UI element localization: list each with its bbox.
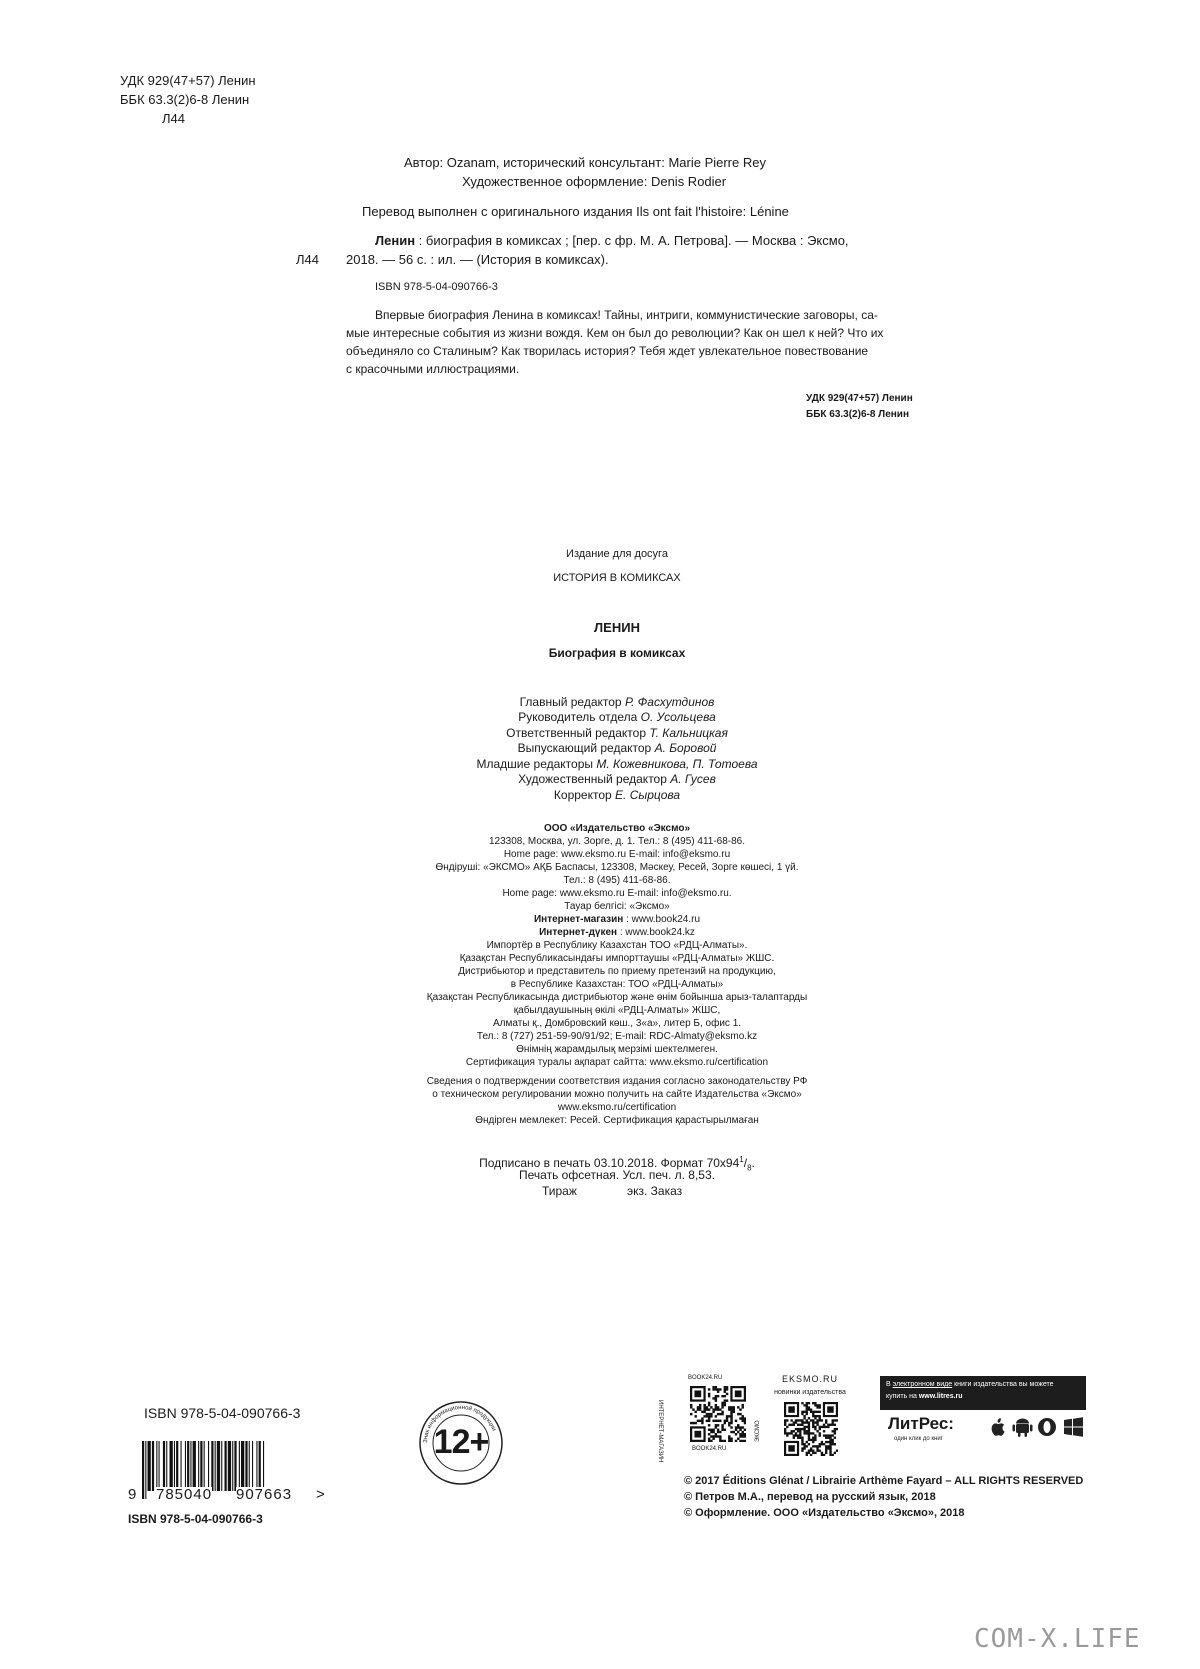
print-type: Печать офсетная. Усл. печ. л. 8,53. — [519, 1168, 715, 1182]
credit-responsible-editor — [506, 726, 728, 741]
imprint-line: Сертификация туралы ақпарат сайтта: www.eksmo.ru/certification — [465, 1057, 769, 1068]
imprint-line: Өндіруші: «ЭКСМО» АҚБ Баспасы, 123308, Мәскеу, Ресей, Зорге көшесі, 1 үй. — [435, 862, 799, 873]
credit-role: Выпускающий редактор — [517, 741, 655, 755]
credit-junior-editors — [477, 757, 758, 772]
imprint-line: Импортёр в Республику Казахстан ТОО «РДЦ-Алматы». — [486, 940, 748, 951]
art-line: Художественное оформление: Denis Rodier — [462, 174, 727, 189]
credit-role: Корректор — [553, 788, 616, 802]
imprint-line: Алматы қ., Домбровский көш., 3«а», литер Б, офис 1. — [492, 1018, 742, 1029]
credit-person: О. Усольцева — [640, 710, 716, 724]
biblio-mark: Л44 — [296, 252, 319, 267]
author-line: Автор: Ozanam, исторический консультант: Marie Pierre Rey — [404, 155, 766, 170]
qr-eksmo-top: EKSMO.RU — [781, 1374, 839, 1384]
credit-person: Р. Фасхутдинов — [624, 695, 715, 709]
credit-art-editor — [518, 772, 716, 787]
litres-banner-line-2 — [886, 1392, 963, 1402]
imprint-line: Тел.: 8 (495) 411-68-86. — [563, 875, 671, 886]
imprint-line: Home page: www.eksmo.ru E-mail: info@eksmo.ru. — [502, 888, 732, 899]
abstract-line-2: мые интересные события из жизни вождя. Кем он был до революции? Как он шел к ней? Что их — [346, 326, 884, 340]
barcode-digit-first: 9 — [128, 1486, 137, 1503]
bbk-right: ББК 63.3(2)6-8 Ленин — [806, 409, 909, 420]
apple-icon — [992, 1418, 1005, 1436]
litres-logo: ЛитРес: — [888, 1414, 954, 1433]
edition-title: ЛЕНИН — [594, 620, 640, 635]
imprint-shop-url: : www.book24.kz — [617, 927, 695, 938]
android-icon — [1013, 1419, 1033, 1438]
credit-department-head — [518, 710, 716, 725]
imprint-line: Өнімнің жарамдылық мерзімі шектелмеген. — [516, 1044, 718, 1055]
imprint-line: қабылдаушының өкілі «РДЦ-Алматы» ЖШС, — [513, 1005, 721, 1016]
qr-book24-side-left: ИНТЕРНЕТ-МАГАЗИН — [657, 1400, 663, 1463]
qr-book24-bottom: BOOK24.RU — [692, 1446, 727, 1452]
bbk-top: ББК 63.3(2)6-8 Ленин — [120, 92, 250, 107]
imprint-line: в Республике Казахстан: ТОО «РДЦ-Алматы» — [510, 979, 724, 990]
imprint-line: Тел.: 8 (727) 251-59-90/91/92; E-mail: RDC-Almaty@eksmo.kz — [476, 1031, 758, 1042]
translation-line: Перевод выполнен с оригинального издания Ils ont fait l'histoire: Lénine — [362, 204, 789, 219]
credit-person: Т. Кальницкая — [649, 726, 728, 740]
imprint-shop-ru — [534, 913, 700, 926]
age-rating-label: 12+ — [433, 1423, 489, 1461]
abstract-line-1: Впервые биография Ленина в комиксах! Тайны, интриги, коммунистические заговоры, са- — [375, 308, 878, 322]
imprint-shop-kz — [539, 926, 695, 939]
edition-type: Издание для досуга — [566, 548, 668, 560]
print-signed-text: Подписано в печать 03.10.2018. Формат 70x94 — [479, 1156, 740, 1170]
credit-issuing-editor — [518, 741, 717, 756]
litres-text-underlined: электронном виде — [892, 1381, 953, 1388]
copyright-line-3: © Оформление. ООО «Издательство «Эксмо», 2018 — [684, 1507, 965, 1519]
imprint-line: Тауар белгісі: «Эксмо» — [564, 901, 670, 912]
barcode-digits-left: 785040 — [156, 1486, 213, 1503]
qr-book24-icon[interactable] — [690, 1386, 746, 1442]
litres-text: книги издательства вы можете — [952, 1381, 1054, 1388]
litres-url[interactable]: www.litres.ru — [918, 1393, 963, 1400]
credit-chief-editor — [520, 695, 715, 710]
print-run-unit: экз. Заказ — [627, 1184, 683, 1198]
credit-role: Руководитель отдела — [518, 710, 641, 724]
credit-proofreader — [554, 788, 680, 803]
opera-icon — [1038, 1418, 1056, 1436]
format-fraction-num: 1 — [739, 1155, 744, 1164]
imprint-line: о техническом регулировании можно получить на сайте Издательства «Эксмо» — [432, 1089, 802, 1100]
copyright-line-1: © 2017 Éditions Glénat / Librairie Arthème Fayard – ALL RIGHTS RESERVED — [684, 1475, 1084, 1487]
credit-role: Ответственный редактор — [506, 726, 650, 740]
qr-book24-side-right: ЭКСМО — [755, 1420, 761, 1442]
windows-icon — [1064, 1417, 1083, 1437]
imprint-line: Home page: www.eksmo.ru E-mail: info@eksmo.ru — [503, 849, 731, 860]
copyright-line-2: © Петров М.А., перевод на русский язык, 2018 — [684, 1491, 936, 1503]
credit-person: А. Боровой — [654, 741, 717, 755]
imprint-shop-label: Интернет-магазин — [533, 914, 624, 925]
credit-role: Художественный редактор — [518, 772, 671, 786]
watermark: COM-X.LIFE — [974, 1624, 1141, 1654]
platform-icons — [990, 1416, 1086, 1438]
biblio-line-2: 2018. — 56 с. : ил. — (История в комиксах). — [346, 252, 609, 267]
age-rating-badge — [418, 1400, 504, 1486]
imprint-shop-url: : www.book24.ru — [623, 914, 701, 925]
edition-series: ИСТОРИЯ В КОМИКСАХ — [553, 572, 681, 584]
print-signed: Подписано в печать 03.10.2018. Формат $70x94^1/_8$. — [479, 1155, 755, 1173]
abstract-line-4: с красочными иллюстрациями. — [346, 362, 520, 376]
credit-role: Главный редактор — [519, 695, 625, 709]
format-fraction-den: 8 — [747, 1163, 752, 1173]
barcode-digits-right: 907663 — [236, 1486, 293, 1503]
imprint-line: Қазақстан Республикасындағы импорттаушы «РДЦ-Алматы» ЖШС. — [459, 953, 775, 964]
credit-person: А. Гусев — [670, 772, 716, 786]
litres-text: купить на — [886, 1393, 919, 1400]
qr-eksmo-sub: новинки издательства — [774, 1389, 846, 1396]
udk-top: УДК 929(47+57) Ленин — [120, 73, 256, 88]
imprint-publisher: ООО «Издательство «Эксмо» — [543, 823, 691, 834]
litres-banner-line-1 — [886, 1380, 1054, 1390]
imprint-line: Қазақстан Республикасында дистрибьютор және өнім бойынша арыз-талаптарды — [426, 992, 808, 1003]
print-run-label: Тираж — [542, 1184, 577, 1198]
imprint-line: www.eksmo.ru/certification — [557, 1102, 677, 1113]
credit-person: Е. Сырцова — [615, 788, 681, 802]
litres-tagline: один клик до книг — [894, 1436, 943, 1442]
barcode-arrow: > — [316, 1486, 325, 1503]
biblio-title: Ленин — [375, 233, 416, 248]
print-signed-end: . — [751, 1156, 755, 1170]
age-rating-circle-text: Знак информационной продукции — [422, 1404, 497, 1444]
imprint-shop-label: Интернет-дүкен — [539, 927, 618, 938]
litres-banner[interactable] — [880, 1376, 1086, 1410]
author-mark-top: Л44 — [162, 111, 185, 126]
udk-right: УДК 929(47+57) Ленин — [806, 393, 913, 404]
qr-book24-top: BOOK24.RU — [688, 1375, 723, 1381]
litres-text: В — [886, 1381, 893, 1388]
biblio-isbn: ISBN 978-5-04-090766-3 — [375, 281, 498, 293]
biblio-line-1 — [375, 232, 849, 249]
barcode-isbn-bottom: ISBN 978-5-04-090766-3 — [128, 1512, 263, 1526]
barcode-isbn-top: ISBN 978-5-04-090766-3 — [144, 1405, 301, 1421]
imprint-line: Дистрибьютор и представитель по приему претензий на продукцию, — [458, 966, 776, 977]
biblio-line-1-rest: : биография в комиксах ; [пер. с фр. М. А. Петрова]. — Москва : Эксмо, — [415, 233, 849, 248]
credit-person: М. Кожевникова, П. Тотоева — [596, 757, 758, 771]
imprint-line: 123308, Москва, ул. Зорге, д. 1. Тел.: 8 (495) 411-68-86. — [488, 836, 746, 847]
imprint-line: Сведения о подтверждении соответствия издания согласно законодательству РФ — [426, 1076, 808, 1087]
imprint-line: Өндірген мемлекет: Ресей. Сертификация қарастырылмаған — [475, 1115, 759, 1126]
edition-subtitle: Биография в комиксах — [548, 646, 686, 660]
qr-eksmo-icon[interactable] — [784, 1402, 838, 1456]
credit-role: Младшие редакторы — [476, 757, 597, 771]
abstract-line-3: объединяло со Сталиным? Как творилась история? Тебя ждет увлекательное повествование — [346, 344, 869, 358]
